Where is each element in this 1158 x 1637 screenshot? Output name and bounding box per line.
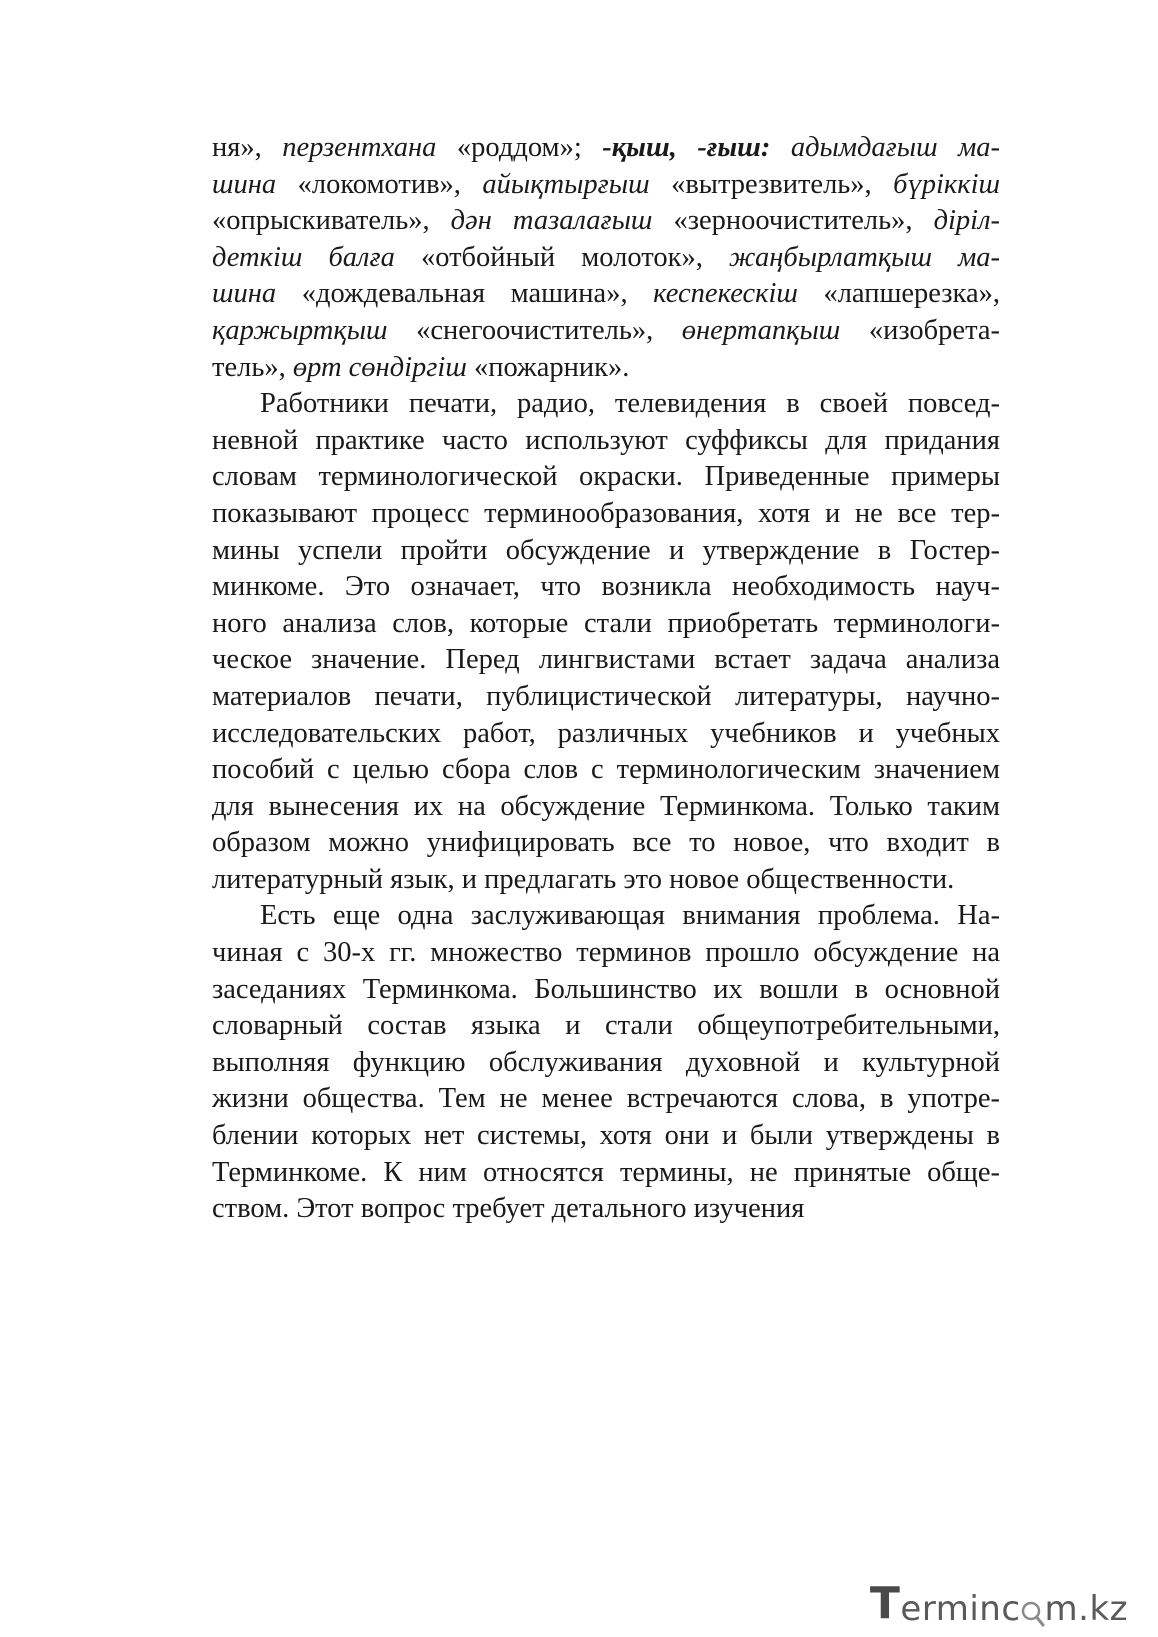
paragraph-1 [212, 130, 1000, 386]
text-line: мины успели пройти обсуждение и утверждение в Гостер- [212, 534, 1000, 566]
kazakh-term: өрт сөндіргіш [292, 351, 467, 383]
text-line: ня», перзентхана «роддом»; -қыш, -ғыш: адымдағыш ма- [212, 132, 1001, 163]
document-body [212, 130, 1000, 1228]
watermark-text-1: erminc [900, 1589, 1021, 1629]
termincom-watermark-logo [870, 1579, 1128, 1629]
text-line: тель», өрт сөндіргіш «пожарник». [212, 351, 630, 383]
text-line: ного анализа слов, которые стали приобретать терминологи- [212, 607, 1000, 639]
text-line: показывают процесс терминообразования, хотя и не все тер- [212, 497, 1000, 529]
kazakh-term: адымдағыш ма- [790, 132, 1001, 163]
text-line: исследовательских работ, различных учебников и учебных [212, 717, 1000, 749]
kazakh-term: дірiл- [933, 205, 1000, 237]
kazakh-term: кеспекескіш [653, 278, 798, 310]
magnifier-icon [1021, 1599, 1045, 1629]
text-line: словарный состав языка и стали общеупотребительными, [212, 1010, 1000, 1042]
text-line: литературный язык, и предлагать это новое общественности. [212, 863, 955, 895]
text-line: заседаниях Терминкома. Большинство их вошли в основной [212, 973, 1000, 1005]
text-line: деткіш балға «отбойный молоток», жаңбырлатқыш ма- [212, 241, 1000, 273]
text-line: чиная с 30-х гг. множество терминов прошло обсуждение на [212, 937, 1000, 969]
text-line: Работники печати, радио, телевидения в своей повсед- [260, 388, 1000, 420]
kazakh-term: шина [212, 278, 277, 310]
kazakh-term: жаңбырлатқыш ма- [728, 241, 1000, 273]
watermark-letter-t: T [869, 1578, 901, 1629]
text-line: материалов печати, публицистической литературы, научно- [212, 680, 1000, 712]
text-line: жизни общества. Тем не менее встречаются слова, в употре- [212, 1083, 1000, 1115]
text-line: минкоме. Это означает, что возникла необходимость науч- [212, 571, 1000, 603]
text-line: ческое значение. Перед лингвистами встает задача анализа [212, 644, 1000, 676]
text-line: ством. Этот вопрос требует детального изучения [212, 1193, 805, 1225]
kazakh-term: шина [212, 168, 277, 200]
suffix-label: -қыш, -ғыш: [602, 132, 771, 163]
kazakh-term: өнертапқыш [681, 314, 841, 346]
watermark-text-2: m.kz [1044, 1589, 1128, 1629]
kazakh-term: қаржыртқыш [212, 314, 388, 346]
text-line: выполняя функцию обслуживания духовной и культурной [212, 1046, 1000, 1078]
text-line: блении которых нет системы, хотя они и были утверждены в [212, 1120, 1000, 1152]
text-line: Терминкоме. К ним относятся термины, не принятые обще- [212, 1156, 1000, 1188]
paragraph-3 [212, 898, 1000, 1227]
text-line: шина «локомотив», айықтырғыш «вытрезвитель», бүріккіш [212, 168, 1001, 200]
text-line: Есть еще одна заслуживающая внимания проблема. На- [260, 900, 1000, 932]
kazakh-term: перзентхана [282, 132, 437, 163]
text-line: пособий с целью сбора слов с терминологическим значением [212, 754, 1000, 786]
kazakh-term: деткіш балға [212, 241, 395, 273]
text-line: для вынесения их на обсуждение Терминкома. Только таким [212, 790, 1000, 822]
text-line: қаржыртқыш «снегоочиститель», өнертапқыш «изобрета- [212, 314, 1001, 346]
text-line: невной практике часто используют суффиксы для придания [212, 424, 1000, 456]
text-line: словам терминологической окраски. Приведенные примеры [212, 461, 1000, 493]
text-line: образом можно унифицировать все то новое, что входит в [212, 827, 1000, 859]
kazakh-term: бүріккіш [893, 168, 1001, 200]
kazakh-term: айықтырғыш [482, 168, 650, 200]
paragraph-2 [212, 386, 1000, 898]
kazakh-term: дән тазалағыш [450, 205, 653, 237]
text-line: шина «дождевальная машина», кеспекескіш «лапшерезка», [212, 278, 1000, 310]
text-line: «опрыскиватель», дән тазалағыш «зерноочиститель», дірiл- [212, 205, 1000, 237]
